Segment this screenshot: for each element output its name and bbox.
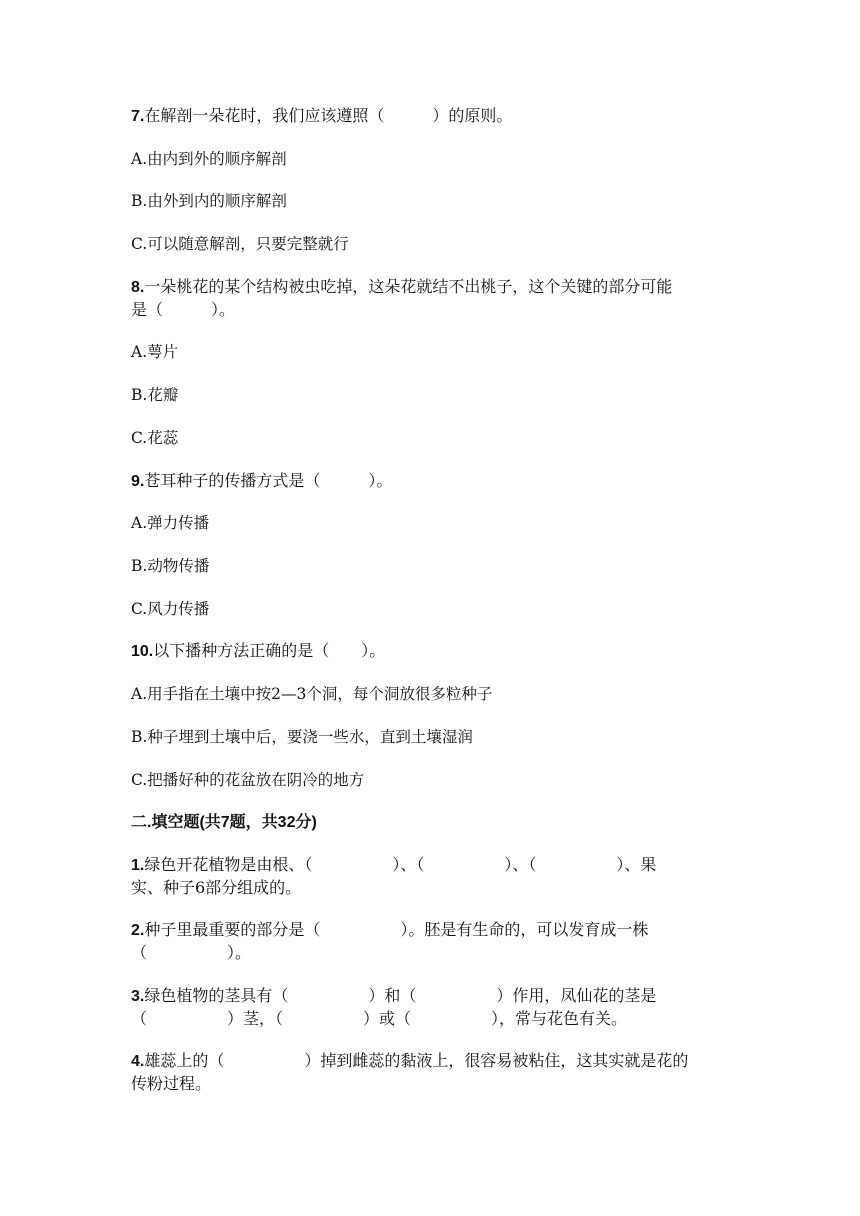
question-number: 4.	[131, 1053, 145, 1070]
fill-question-3	[131, 984, 731, 1009]
question-number: 2.	[131, 922, 145, 939]
fill-line2: （ ）。	[131, 943, 252, 962]
fill-question-4	[131, 1049, 731, 1074]
fill-line1: 绿色开花植物是由根、（ ）、（ ）、（ ）、果	[144, 855, 657, 874]
option-c: C.花蕊	[131, 429, 179, 447]
question-stem: 以下播种方法正确的是（ ）。	[153, 641, 386, 660]
question-stem-line2: 是（ ）。	[131, 300, 236, 319]
option-a: A.弹力传播	[131, 514, 210, 532]
question-stem: 在解剖一朵花时，我们应该遵照（ ）的原则。	[144, 106, 513, 125]
option-a: A.萼片	[131, 343, 179, 361]
question-8	[131, 275, 731, 300]
option-b: B.动物传播	[131, 557, 210, 575]
question-9	[131, 469, 731, 494]
fill-line1: 绿色植物的茎具有（ ）和（ ）作用，凤仙花的茎是	[144, 986, 657, 1005]
option-a: A.由内到外的顺序解剖	[131, 150, 287, 168]
question-stem: 苍耳种子的传播方式是（ ）。	[144, 471, 393, 490]
option-c: C.风力传播	[131, 600, 210, 618]
option-b: B.花瓣	[131, 386, 179, 404]
fill-line1: 雄蕊上的（ ）掉到雌蕊的黏液上，很容易被粘住，这其实就是花的	[144, 1051, 689, 1070]
question-10	[131, 639, 731, 664]
option-c: C.可以随意解剖，只要完整就行	[131, 235, 349, 253]
question-number: 1.	[131, 857, 145, 874]
fill-line2: （ ）茎，（ ）或（ ），常与花色有关。	[131, 1009, 628, 1028]
question-number: 7.	[131, 108, 145, 125]
question-number: 8.	[131, 279, 145, 296]
fill-question-2	[131, 918, 731, 943]
question-number: 3.	[131, 988, 145, 1005]
question-number: 10.	[131, 643, 154, 660]
question-stem-line1: 一朵桃花的某个结构被虫吃掉，这朵花就结不出桃子，这个关键的部分可能	[144, 277, 673, 296]
fill-line1: 种子里最重要的部分是（ ）。胚是有生命的，可以发育成一株	[144, 920, 649, 939]
question-7	[131, 104, 731, 129]
fill-question-1	[131, 853, 731, 878]
fill-line2: 传粉过程。	[131, 1074, 212, 1093]
option-b: B.种子埋到土壤中后，要浇一些水，直到土壤湿润	[131, 728, 473, 746]
section-title: 二.填空题(共7题，共32分)	[131, 814, 317, 831]
option-a: A.用手指在土壤中按2—3个洞，每个洞放很多粒种子	[131, 685, 493, 703]
question-number: 9.	[131, 473, 145, 490]
fill-line2: 实、种子6部分组成的。	[131, 878, 302, 897]
option-b: B.由外到内的顺序解剖	[131, 192, 287, 210]
option-c: C.把播好种的花盆放在阴冷的地方	[131, 771, 365, 789]
